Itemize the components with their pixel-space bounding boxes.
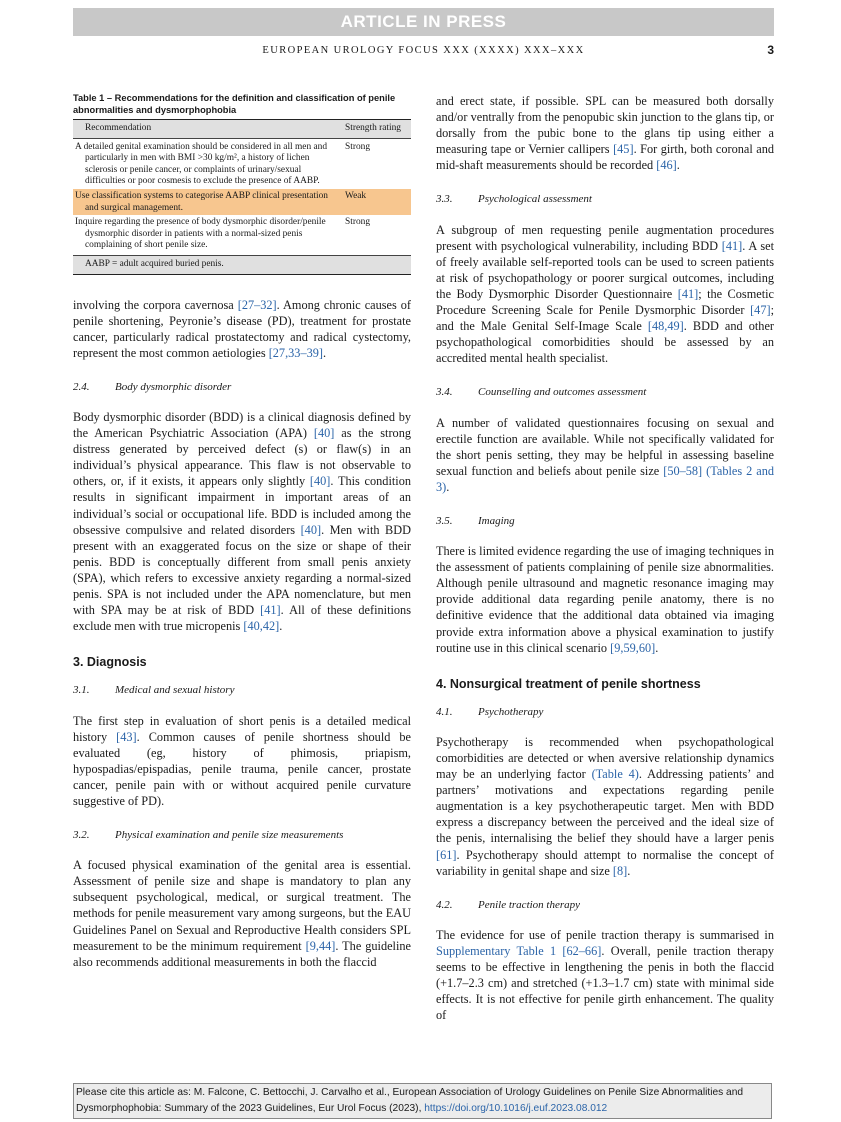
left-column [73, 93, 411, 970]
citation-link[interactable]: [41] [721, 238, 743, 253]
subsection-heading: 3.5. Imaging [436, 514, 515, 527]
table-row-highlighted [73, 189, 411, 215]
paragraph: A focused physical examination of the genital area is essential. Assessment of penile size and shape is mandatory to plan any subsequent psychological, medical, or surgical treatment. The methods for penile measurement vary among surgeons, but the EAU Guidelines Panel on Sexual and Reproductive Health considers SPL measurement to be the minimum requirement [9,44]. The guideline also recommends additional measurements in both the flaccid [73, 858, 411, 969]
supplementary-table-link[interactable]: Supplementary Table 1 [436, 943, 557, 958]
subsection-heading: 2.4. Body dysmorphic disorder [73, 380, 232, 393]
subsection-heading: 4.2. Penile traction therapy [436, 898, 581, 911]
citation-link[interactable]: [45] [613, 142, 634, 157]
subsection-heading: 3.3. Psychological assessment [436, 193, 592, 206]
table-link[interactable]: (Tables 2 and 3) [436, 463, 774, 494]
recommendations-table [73, 119, 411, 275]
citation-link[interactable]: [62–66] [562, 943, 602, 958]
citation-link[interactable]: [48,49] [647, 319, 684, 334]
citation-link[interactable]: [9,59,60] [610, 640, 656, 655]
citation-link[interactable]: [40] [300, 522, 322, 537]
section-heading: 3. Diagnosis [73, 655, 147, 670]
paragraph: Psychotherapy is recommended when psychopathological comorbidities are detected or when aversive relationship dynamics may be an underlying factor (Table 4). Addressing patients’ and partners’ motivations and expectations regarding penile augmentation is a key psychotherapeutic target. Men with BDD express a discrepancy between the perceived and the ideal size of the penis, internalising the belief they should have a larger penis [61]. Psychotherapy should attempt to normalise the concept of variability in genital shape and size [8]. [436, 734, 775, 878]
recommendation-text: A detailed genital examination should be considered in all men and particularly in men with BMI >30 kg/m², a history of lichen sclerosis or penile cancer, or complaints of urinary/sexual difficulties or poor cosmesis to exclude the presence of AABP. [75, 141, 328, 187]
citation-box: Please cite this article as: M. Falcone, C. Bettocchi, J. Carvalho et al., European Association of Urology Guidelines on Penile Size Abnormalities and Dysmorphophobia: Summary of the 2023 Guidelines, Eur Urol Focus (2023), https://doi.org/10.1016/j.euf.2023.08.012 [73, 1083, 772, 1119]
citation-link[interactable]: [27,33–39] [268, 345, 323, 360]
doi-link[interactable]: https://doi.org/10.1016/j.euf.2023.08.012 [424, 1103, 608, 1114]
paragraph: A number of validated questionnaires focusing on sexual and erectile function are available. While not specifically validated for the short penis setting, they may be helpful in assessing baseline sexual function and beliefs about penile size [50–58] (Tables 2 and 3). [436, 415, 774, 494]
paragraph: The first step in evaluation of short penis is a detailed medical history [43]. Common causes of penile shortness should be evaluated (eg, history of phimosis, priapism, hypospadias/epispadias, penile trauma, penile cancer, prostate cancer, penile pain with or without acquired penile curvature suggestive of PD). [73, 713, 411, 808]
paragraph: involving the corpora cavernosa [27–32]. Among chronic causes of penile shortening, Peyronie’s disease (PD), treatment for prostate cancer, particularly radical prostatectomy and radical cystectomy, represent the most common aetiologies [27,33–39]. [73, 297, 411, 360]
citation-link[interactable]: [40] [309, 474, 331, 489]
section-heading: 4. Nonsurgical treatment of penile shortness [436, 676, 701, 691]
strength-rating: Strong [345, 217, 371, 228]
table-row [73, 215, 411, 255]
table-link[interactable]: (Table 4) [591, 767, 639, 782]
citation-link[interactable]: [41] [260, 603, 281, 618]
paragraph: A subgroup of men requesting penile augmentation procedures present with psychological vulnerability, including BDD [41]. A set of freely available self-reported tools can be used to screen patients at risk of psychopathology or poorer surgical outcomes, including the Body Dysmorphic Disorder Questionnaire [41]; the Cosmetic Procedure Screening Scale for Penile Dysmorphic Disorder [47]; and the Male Genital Self-Image Scale [48,49]. BDD and other psychopathological comorbidities should be assessed by an accredited mental health specialist. [436, 222, 775, 366]
recommendation-text: Use classification systems to categorise AABP clinical presentation and surgical management. [75, 190, 328, 213]
subsection-heading: 3.1. Medical and sexual history [73, 684, 235, 697]
citation-link[interactable]: [40,42] [243, 619, 280, 634]
col-header-recommendation: Recommendation [85, 123, 152, 133]
citation-link[interactable]: [41] [677, 286, 699, 301]
page-number: 3 [767, 43, 774, 57]
citation-link[interactable]: [61] [436, 847, 457, 862]
recommendation-text: Inquire regarding the presence of body dysmorphic disorder/penile dysmorphic disorder in patients with a normal-sized penis complaining of short penile size. [75, 217, 326, 251]
paragraph: Body dysmorphic disorder (BDD) is a clinical diagnosis defined by the American Psychiatric Association (APA) [40] as the strong distress generated by perceived defect (s) or flaw(s) in an individual’s physical appearance. This flaw is not observable to others, or, if it exists, it appears only slightly [40]. This condition results in significant impairment in important areas of an individual’s social or occupational life. BDD is included among the obsessive compulsive and related disorders [40]. Men with BDD present with an exaggerated focus on the size or shape of their penis. BDD is conceptually different from small penis anxiety (SPA), which refers to excessive anxiety regarding a normal-sized penis. SPA is not included under the APA nomenclature, but men with SPA may be at risk of BDD [41]. All of these definitions exclude men with true micropenis [40,42]. [73, 410, 411, 634]
citation-link[interactable]: [9,44] [305, 938, 336, 953]
citation-link[interactable]: [43] [116, 729, 137, 744]
right-column [436, 93, 774, 1023]
running-head: EUROPEAN UROLOGY FOCUS XXX (XXXX) XXX–XXX [262, 45, 585, 56]
table-row [73, 139, 411, 189]
table-footnote: AABP = adult acquired buried penis. [73, 255, 411, 275]
subsection-heading: 3.4. Counselling and outcomes assessment [436, 386, 647, 399]
citation-link[interactable]: [46] [656, 158, 677, 173]
table-title: Table 1 – Recommendations for the definition and classification of penile abnormalities and dysmorphophobia [73, 93, 396, 115]
subsection-heading: 3.2. Physical examination and penile size measurements [73, 829, 344, 842]
citation-link[interactable]: [8] [612, 863, 628, 878]
table-header-row [73, 120, 411, 139]
paragraph: and erect state, if possible. SPL can be measured both dorsally and/or ventrally from the penopubic skin junction to the glans tip, or dorsally from the pubic bone to the glans tip using either a measuring tape or Vernier callipers [45]. For girth, both coronal and mid-shaft measurements should be recorded [46]. [436, 94, 774, 173]
citation-link[interactable]: [47] [750, 303, 771, 318]
subsection-heading: 4.1. Psychotherapy [436, 705, 544, 718]
paragraph: The evidence for use of penile traction therapy is summarised in Supplementary Table 1 [62–66]. Overall, penile traction therapy seems to be effective in lengthening the penis in both the flaccid (+1.7–2.3 cm) and stretched (+1.3–1.7 cm) state with minimal side effects. It is not effective for penile girth enhancement. The quality of [436, 927, 774, 1023]
col-header-strength: Strength rating [345, 123, 401, 133]
citation-link[interactable]: [50–58] [663, 463, 703, 478]
strength-rating: Weak [345, 190, 367, 201]
strength-rating: Strong [345, 141, 371, 152]
article-in-press-banner: ARTICLE IN PRESS [73, 8, 774, 36]
citation-link[interactable]: [40] [313, 426, 335, 441]
paragraph: There is limited evidence regarding the use of imaging techniques in the assessment of patients complaining of penile size abnormalities. Although penile ultrasound and magnetic resonance imaging may provide additional data regarding penile anatomy, there is no definitive evidence that the additional data obtained via imaging provide extra information above a physical examination to justify routine use in this clinical scenario [9,59,60]. [436, 544, 774, 655]
citation-link[interactable]: [27–32] [237, 297, 277, 312]
